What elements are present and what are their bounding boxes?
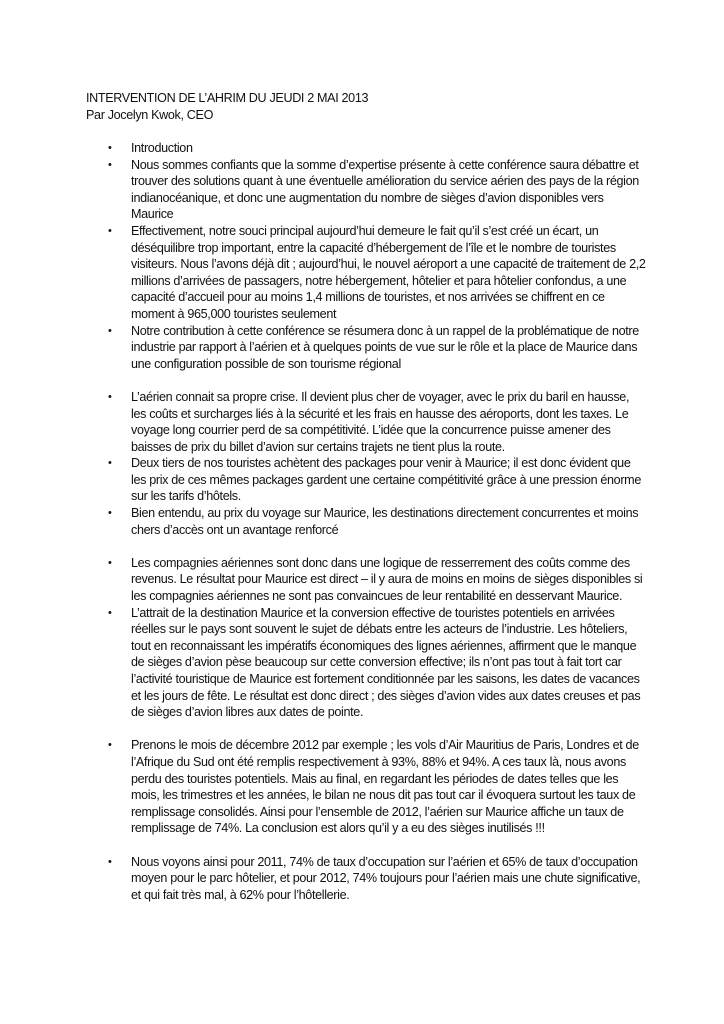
bullet-icon: • (108, 142, 112, 154)
list-item (86, 854, 646, 904)
list-item (86, 157, 646, 223)
list-item (86, 455, 646, 505)
document-title: INTERVENTION DE L’AHRIM DU JEUDI 2 MAI 2013 (86, 91, 369, 105)
list-item (86, 505, 646, 538)
bullet-icon: • (108, 739, 112, 752)
list-item-text: Bien entendu, au prix du voyage sur Maurice, les destinations directement concurrentes et moins chers d’accès ont un avantage renforcé (131, 506, 639, 537)
list-item (86, 323, 646, 373)
bullet-icon: • (108, 390, 112, 403)
list-item (86, 737, 646, 837)
list-item-text: Les compagnies aériennes sont donc dans une logique de resserrement des coûts comme des revenus. Le résultat pour Maurice est direct – il y aura de moins en moins de sièges disponibles si les compagnies aériennes ne sont pas convaincues de leur rentabilité en desservant Maurice. (131, 555, 643, 604)
list-item (86, 555, 646, 605)
list-item-text: Effectivement, notre souci principal aujourd’hui demeure le fait qu’il s’est créé un écart, un déséquilibre trop important, entre la capacité d’hébergement de l’île et le nombre de touristes visiteurs. Nous l’avons déjà dit ; aujourd’hui, le nouvel aéroport a une capacité de traitement de 2,2 millions d’arrivées de passagers, notre hébergement, hôtelier et para hôtelier confondus, a une capacité d’accueil pour au moins 1,4 millions de touristes, et nos arrivées se chiffrent en ce moment à 965,000 touristes seulement (131, 223, 646, 321)
list-item-text: L’attrait de la destination Maurice et la conversion effective de touristes potentiels en arrivées réelles sur le pays sont souvent le sujet de débats entre les acteurs de l’industrie. Les hôteliers, tout en reconnaissant les impératifs économiques des lignes aériennes, affirment que le manque de sièges d’avion pèse beaucoup sur cette conversion effective; ils n’ont pas tout à fait tort car l’activité touristique de Maurice est fortement conditionnée par les saisons, les dates de vacances et les jours de fête. Le résultat est donc direct ; des sièges d’avion vides aux dates creuses et pas de sièges d’avion libres aux dates de pointe. (131, 605, 641, 720)
list-item-text: Nous sommes confiants que la somme d’expertise présente à cette conférence saura débattre et trouver des solutions quant à une éventuelle amélioration du service aérien des pays de la région indianocéanique, et donc une augmentation du nombre de sièges d’avion disponibles vers Maurice (131, 157, 639, 222)
author-line: Par Jocelyn Kwok, CEO (86, 107, 214, 122)
bullet-icon: • (108, 457, 112, 470)
bullet-icon: • (108, 324, 112, 337)
list-item-text: Introduction (131, 141, 193, 155)
bullet-list (86, 140, 646, 903)
list-item (86, 605, 646, 721)
list-item-text: Prenons le mois de décembre 2012 par exemple ; les vols d’Air Mauritius de Paris, Londres et de l’Afrique du Sud ont été remplis respectivement à 93%, 88% et 94%. A ces taux là, nous avons perdu des touristes potentiels. Mais au final, en regardant les périodes de dates telles que les mois, les trimestres et les années, le bilan ne nous dit pas tout car il évoquera surtout les taux de remplissage consolidés. Ainsi pour l’ensemble de 2012, l’aérien sur Maurice affiche un taux de remplissage de 74%. La conclusion est alors qu’il y a eu des sièges inutilisés !!! (131, 738, 639, 836)
bullet-icon: • (108, 158, 112, 171)
list-item (86, 389, 646, 455)
list-item-text: Nous voyons ainsi pour 2011, 74% de taux d’occupation sur l’aérien et 65% de taux d’occupation moyen pour le parc hôtelier, et pour 2012, 74% toujours pour l’aérien mais une chute significative, et qui fait très mal, à 62% pour l’hôtellerie. (131, 854, 641, 902)
bullet-icon: • (108, 556, 112, 569)
bullet-icon: • (108, 606, 112, 619)
list-item-text: L’aérien connait sa propre crise. Il devient plus cher de voyager, avec le prix du baril en hausse, les coûts et surcharges liés à la sécurité et les frais en hausse des aéroports, dont les taxes. Le voyage long courrier perd de sa compétitivité. L’idée que la concurrence puisse amener des baisses de prix du billet d’avion sur certains trajets ne tient plus la route. (131, 389, 630, 454)
bullet-icon: • (108, 507, 112, 520)
document-header (86, 90, 368, 123)
list-item (86, 223, 646, 323)
bullet-icon: • (108, 224, 112, 237)
list-item (86, 140, 646, 157)
bullet-icon: • (108, 855, 112, 868)
list-item-text: Deux tiers de nos touristes achètent des packages pour venir à Maurice; il est donc évident que les prix de ces mêmes packages gardent une certaine compétitivité grâce à une pression énorme sur les tarifs d’hôtels. (131, 456, 641, 504)
list-item-text: Notre contribution à cette conférence se résumera donc à un rappel de la problématique de notre industrie par rapport à l’aérien et à quelques points de vue sur le rôle et la place de Maurice dans une configuration possible de son tourisme régional (131, 323, 639, 371)
